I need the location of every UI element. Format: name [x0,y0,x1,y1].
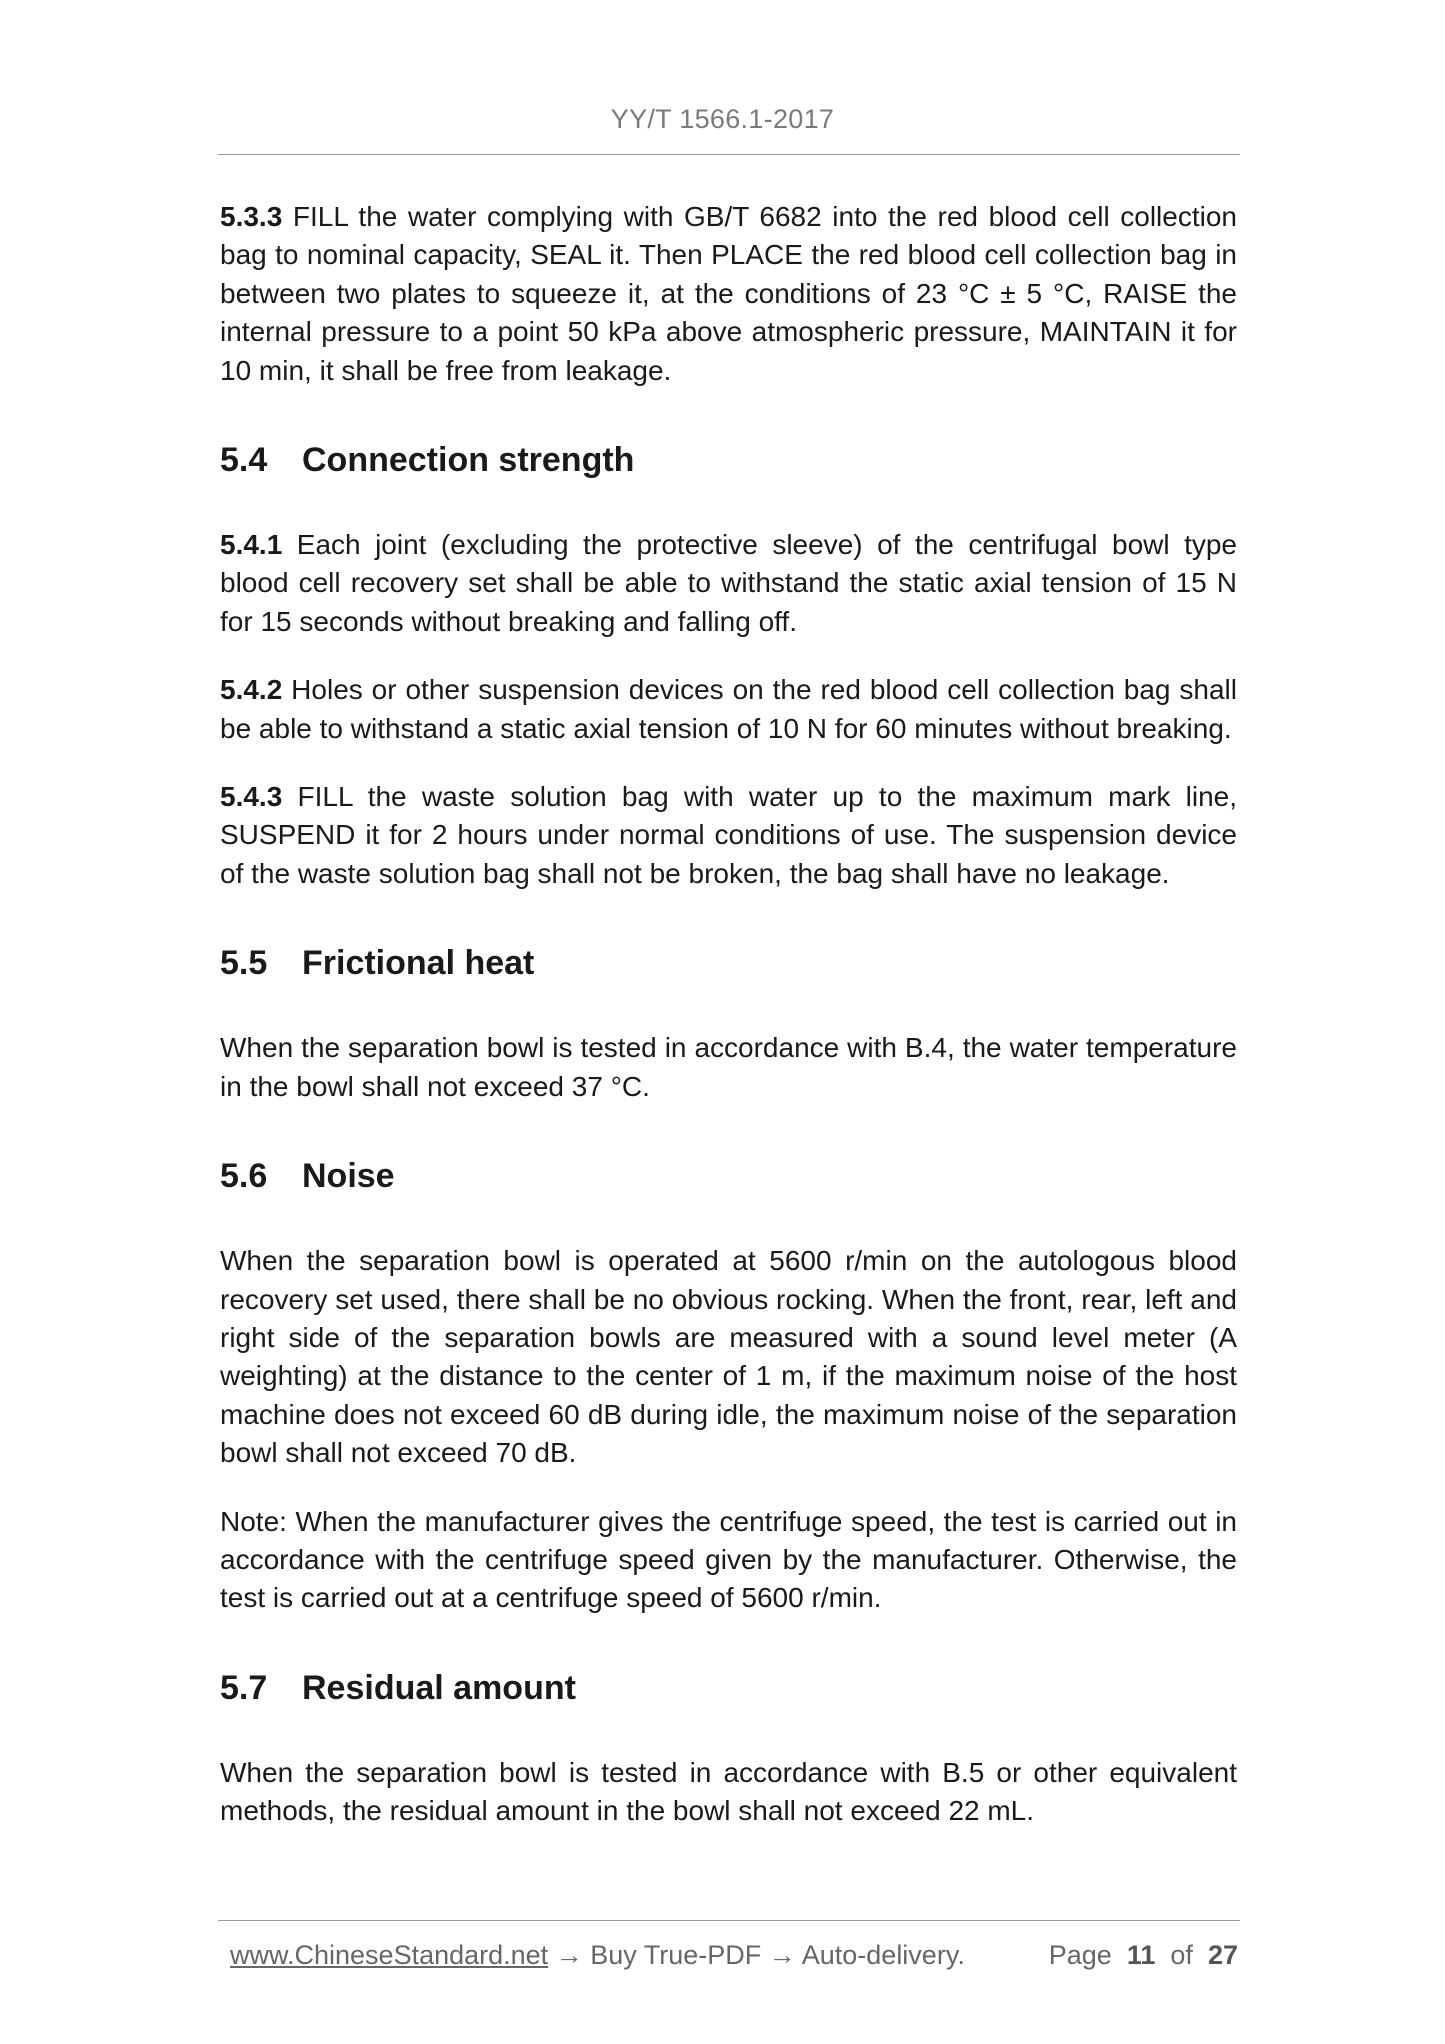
section-number: 5.7 [220,1668,268,1707]
clause-5-4-3 [220,778,1237,893]
section-title: Residual amount [302,1668,576,1707]
clause-number: 5.4.2 [220,674,283,706]
footer-promo [230,1940,965,1971]
header-divider [218,154,1240,155]
paragraph-5-6: When the separation bowl is operated at 5600 r/min on the autologous blood recovery set used, there shall be no obvious rocking. When the front, rear, left and right side of the separation bowls are measured with a sound level meter (A weighting) at the distance to the center of 1 m, if the maximum noise of the host machine does not exceed 60 dB during idle, the maximum noise of the separation bowl shall not exceed 70 dB. [220,1245,1237,1469]
section-heading-5-7 [220,1668,1237,1708]
clause-5-4-2 [220,671,1237,748]
page-total: 27 [1207,1940,1238,1970]
clause-5-3-3 [220,198,1237,390]
document-id-header: YY/T 1566.1-2017 [610,104,835,134]
footer-promo-text: → Buy True-PDF → Auto-delivery. [548,1940,965,1970]
clause-number: 5.4.1 [220,529,283,561]
footer-divider [218,1920,1240,1921]
clause-text: FILL the waste solution bag with water up to the maximum mark line, SUSPEND it for 2 hours under normal conditions of use. The suspension device of the waste solution bag shall not be broken, the bag shall have no leakage. [220,781,1237,889]
paragraph-5-5: When the separation bowl is tested in accordance with B.4, the water temperature in the bowl shall not exceed 37 °C. [220,1032,1237,1102]
section-heading-5-4 [220,440,1237,480]
clause-text: Holes or other suspension devices on the red blood cell collection bag shall be able to withstand a static axial tension of 10 N for 60 minutes without breaking. [220,674,1237,744]
section-number: 5.5 [220,944,268,983]
paragraph-5-7: When the separation bowl is tested in accordance with B.5 or other equivalent methods, the residual amount in the bowl shall not exceed 22 mL. [220,1756,1237,1827]
note-5-6: Note: When the manufacturer gives the centrifuge speed, the test is carried out in accordance with the centrifuge speed given by the manufacturer. Otherwise, the test is carried out at a centrifuge speed of 5600 r/min. [220,1505,1237,1614]
section-number: 5.4 [220,441,268,480]
clause-text: Each joint (excluding the protective sleeve) of the centrifugal bowl type blood cell recovery set shall be able to withstand the static axial tension of 15 N for 15 seconds without breaking and falling off. [220,529,1237,637]
section-title: Noise [302,1157,395,1196]
clause-5-4-1 [220,526,1237,641]
section-title: Connection strength [302,441,635,480]
section-heading-5-6 [220,1156,1237,1196]
page-current: 11 [1126,1940,1156,1970]
page-label: Page [1048,1940,1112,1970]
clause-number: 5.3.3 [220,201,283,232]
page-number [1049,1940,1238,1971]
clause-number: 5.4.3 [220,781,283,813]
of-label: of [1170,1940,1193,1970]
section-heading-5-5 [220,943,1237,983]
clause-text: FILL the water complying with GB/T 6682 into the red blood cell collection bag to nominal capacity, SEAL it. Then PLACE the red blood cell collection bag in between two plates to squeeze it, at the conditions of 23 °C ± 5 °C, RAISE the internal pressure to a point 50 kPa above atmospheric pressure, MAINTAIN it for 10 min, it shall be free from leakage. [220,201,1237,386]
page-body [220,198,1237,1831]
section-number: 5.6 [220,1157,268,1196]
website-link[interactable]: www.ChineseStandard.net [230,1940,549,1970]
page-footer [230,1940,1238,1980]
section-title: Frictional heat [302,944,535,983]
